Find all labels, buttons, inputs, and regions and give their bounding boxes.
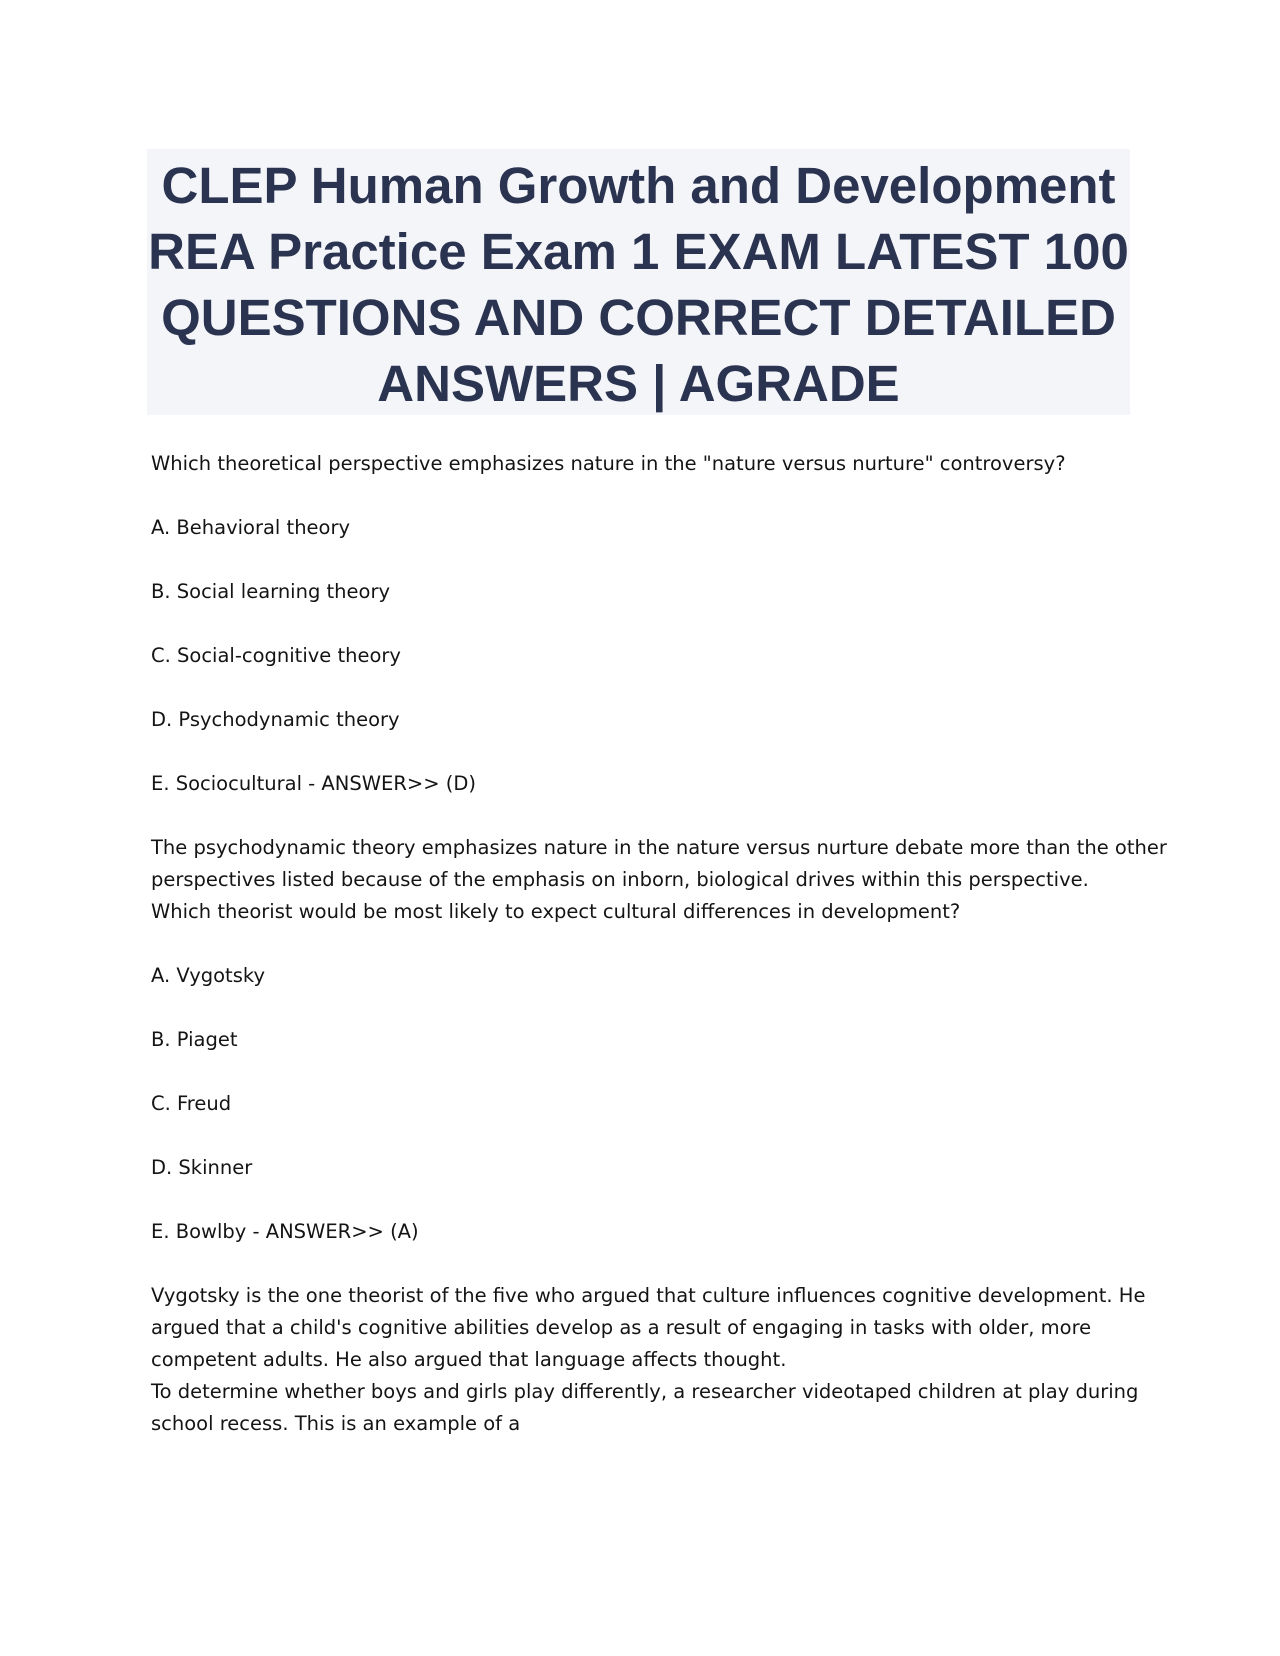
question-prompt: school recess. This is an example of a xyxy=(151,1412,521,1435)
explanation-line: perspectives listed because of the emphasis on inborn, biological drives within this perspective. xyxy=(151,868,1089,891)
answer-option: A. Vygotsky xyxy=(151,964,266,987)
question-prompt: Which theorist would be most likely to expect cultural differences in development? xyxy=(151,900,961,923)
answer-option: C. Freud xyxy=(151,1092,232,1115)
answer-option: D. Skinner xyxy=(151,1156,253,1179)
answer-option-with-key: E. Bowlby - ANSWER>> (A) xyxy=(151,1220,419,1243)
explanation-line: argued that a child's cognitive abilities develop as a result of engaging in tasks with older, more xyxy=(151,1316,1092,1339)
answer-option-with-key: E. Sociocultural - ANSWER>> (D) xyxy=(151,772,476,795)
explanation-line: Vygotsky is the one theorist of the five who argued that culture influences cognitive development. He xyxy=(151,1284,1146,1307)
answer-option: C. Social-cognitive theory xyxy=(151,644,401,667)
answer-option: D. Psychodynamic theory xyxy=(151,708,400,731)
title-banner xyxy=(147,149,1130,415)
document-title xyxy=(147,153,1130,417)
title-line: REA Practice Exam 1 EXAM LATEST 100 xyxy=(148,223,1129,280)
question-prompt: Which theoretical perspective emphasizes nature in the "nature versus nurture" controversy? xyxy=(151,452,1066,475)
answer-option: B. Piaget xyxy=(151,1028,238,1051)
question-prompt: To determine whether boys and girls play differently, a researcher videotaped children at play during xyxy=(151,1380,1139,1403)
title-line: QUESTIONS AND CORRECT DETAILED xyxy=(161,289,1116,346)
title-line: ANSWERS | AGRADE xyxy=(377,355,900,412)
explanation-line: competent adults. He also argued that language affects thought. xyxy=(151,1348,787,1371)
answer-option: A. Behavioral theory xyxy=(151,516,351,539)
title-line: CLEP Human Growth and Development xyxy=(161,157,1116,214)
explanation-line: The psychodynamic theory emphasizes nature in the nature versus nurture debate more than the other xyxy=(151,836,1167,859)
answer-option: B. Social learning theory xyxy=(151,580,391,603)
